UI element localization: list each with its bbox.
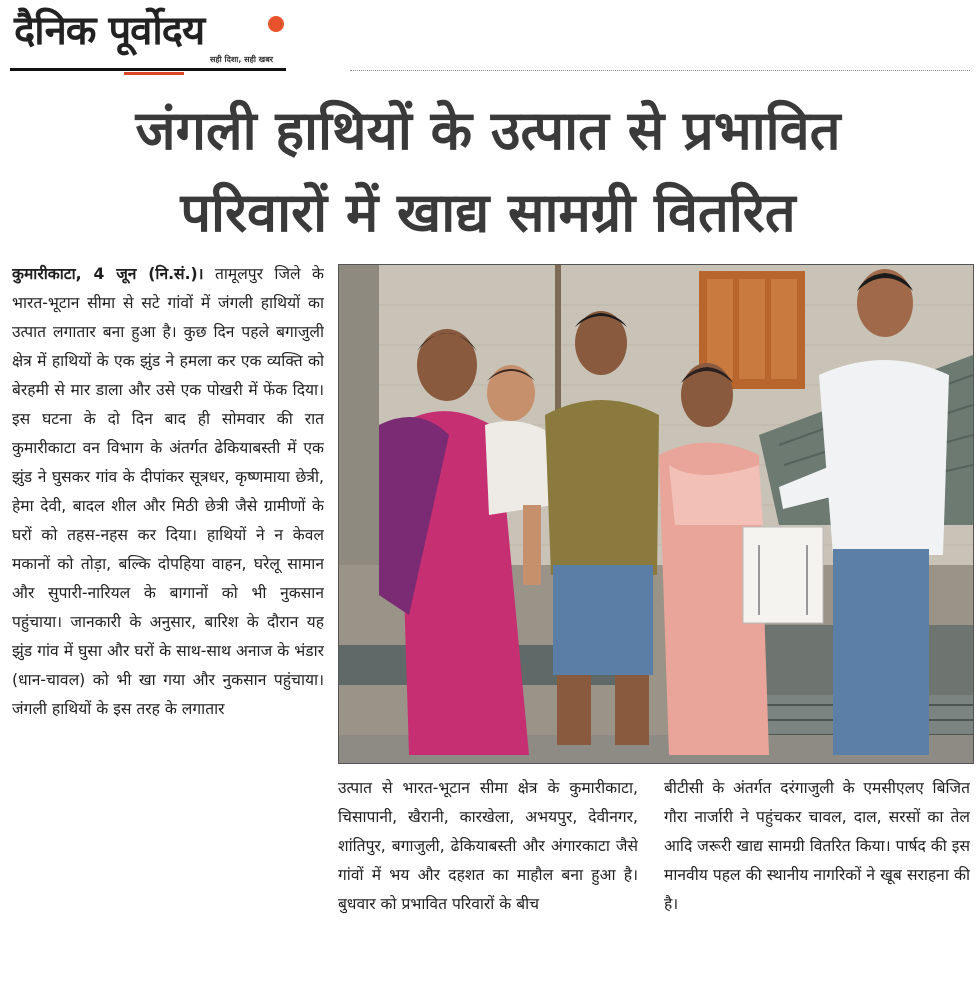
article-column-1 [12, 260, 324, 988]
masthead [10, 6, 286, 72]
news-photo [338, 264, 974, 764]
column-1-text: तामूलपुर जिले के भारत-भूटान सीमा से सटे गांवों में जंगली हाथियों का उत्पात लगातार बना हुआ है। कुछ दिन पहले बगाजुली क्षेत्र में हाथियों के एक झुंड ने हमला कर एक व्यक्ति को बेरहमी से मार डाला और उसे एक पोखरी में फेंक दिया। इस घटना के दो दिन बाद ही सोमवार की रात कुमारीकाटा वन विभाग के अंतर्गत ढेकियाबस्ती में एक झुंड ने घुसकर गांव के दीपांकर सूत्रधर, कृष्णमाया छेत्री, हेमा देवी, बादल शील और मिठी छेत्री जैसे ग्रामीणों के घरों को तहस-नहस कर दिया। हाथियों ने न केवल मकानों को तोड़ा, बल्कि दोपहिया वाहन, घरेलू सामान और सुपारी-नारियल के बागानों को भी नुकसान पहुंचाया। जानकारी के अनुसार, बारिश के दौरान यह झुंड गांव में घुसा और घरों के साथ-साथ अनाज के भंडार (धान-चावल) को भी खा गया और नुकसान पहुंचाया। जंगली हाथियों के इस तरह के लगातार [12, 265, 324, 718]
photo-illustration [339, 265, 973, 763]
newspaper-logo: दैनिक पूर्वोदय [14, 8, 205, 54]
headline-line-1: जंगली हाथियों के उत्पात से प्रभावित [135, 99, 841, 162]
article-column-3 [664, 774, 970, 988]
headline-line-2: परिवारों में खाद्य सामग्री वितरित [180, 181, 796, 244]
newspaper-tagline: सही दिशा, सही खबर [210, 55, 274, 64]
dateline: कुमारीकाटा, 4 जून (नि.सं.)। [12, 265, 204, 283]
column-2-text: उत्पात से भारत-भूटान सीमा क्षेत्र के कुमारीकाटा, चिसापानी, खैरानी, कारखेला, अभयपुर, देवीनगर, शांतिपुर, बगाजुली, ढेकियाबस्ती और अंगारकाटा जैसे गांवों में भय और दहशत का माहौल बना हुआ है। बुधवार को प्रभावित परिवारों के बीच [338, 779, 638, 913]
headline [0, 90, 976, 254]
page-top-rule [350, 70, 970, 75]
masthead-accent-rule [124, 72, 184, 75]
article-column-2 [338, 774, 638, 988]
column-3-text: बीटीसी के अंतर्गत दरंगाजुली के एमसीएलए बिजित गौरा नार्जारी ने पहुंचकर चावल, दाल, सरसों का तेल आदि जरूरी खाद्य सामग्री वितरित किया। पार्षद की इस मानवीय पहल की स्थानीय नागरिकों ने खूब सराहना की है। [664, 779, 970, 913]
masthead-rule [10, 68, 286, 71]
logo-dot-icon [268, 16, 284, 32]
